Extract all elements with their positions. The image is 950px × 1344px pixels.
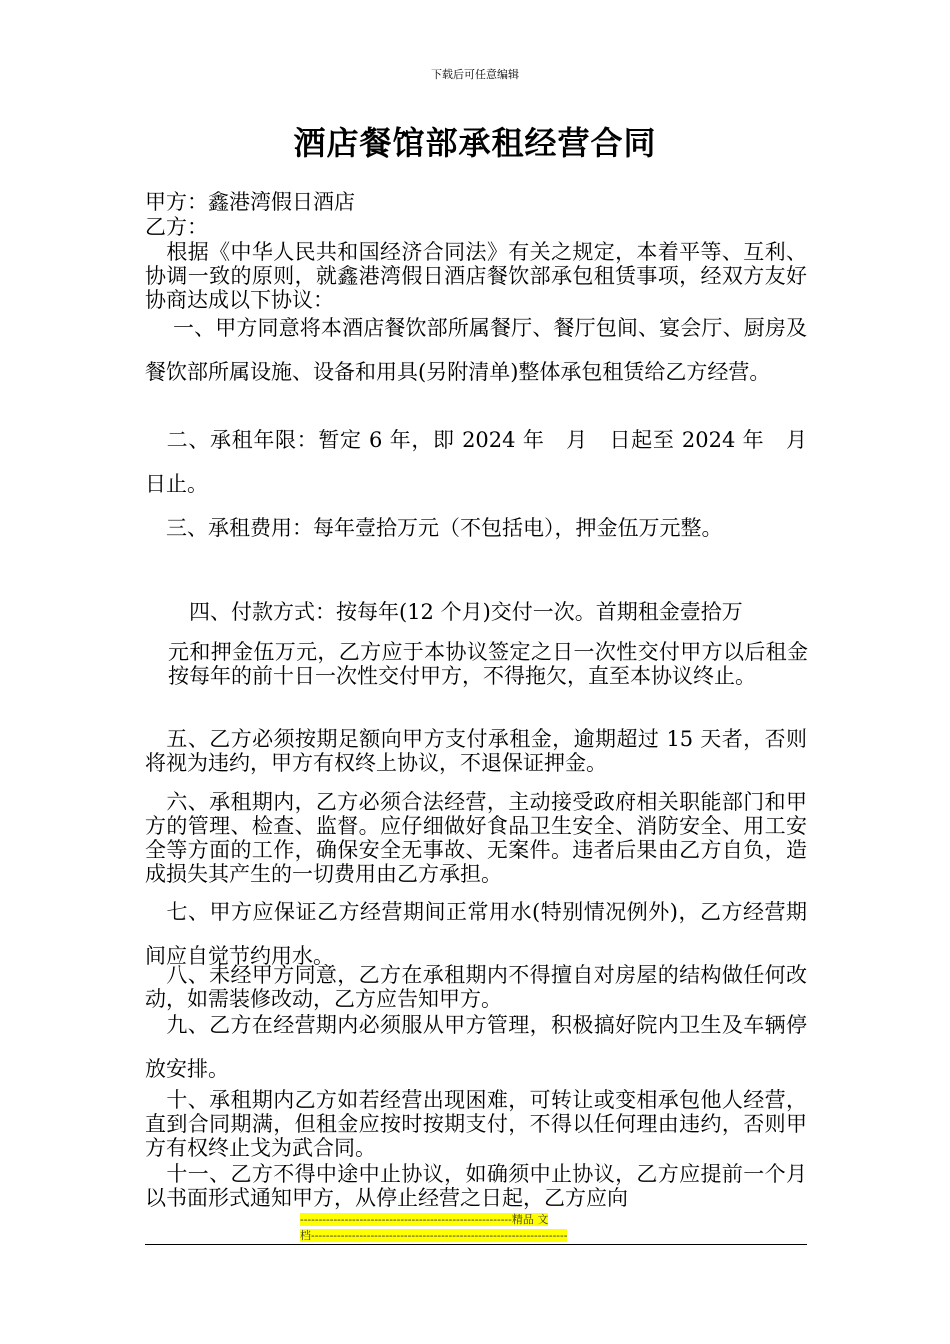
clause-9: 九、乙方在经营期内必须服从甲方管理，积极搞好院内卫生及车辆停放安排。 bbox=[145, 1013, 807, 1081]
clause-5: 五、乙方必须按期足额向甲方支付承租金，逾期超过 15 天者，否则将视为违约，甲方有权终上协议，不退保证押金。 bbox=[145, 727, 807, 775]
clause-11: 十一、乙方不得中途中止协议，如确须中止协议，乙方应提前一个月以书面形式通知甲方，从停止经营之日起，乙方应向 bbox=[145, 1162, 807, 1210]
clause-4-first-line: 四、付款方式：按每年(12 个月)交付一次。首期租金壹拾万 bbox=[168, 600, 743, 624]
intro-paragraph: 根据《中华人民共和国经济合同法》有关之规定，本着平等、互利、协调一致的原则，就鑫港湾假日酒店餐饮部承包租赁事项，经双方友好协商达成以下协议： bbox=[145, 240, 807, 312]
clause-3: 三、承租费用：每年壹拾万元（不包括电），押金伍万元整。 bbox=[145, 516, 723, 540]
clause-7: 七、甲方应保证乙方经营期间正常用水(特别情况例外)，乙方经营期间应自觉节约用水。 bbox=[145, 900, 807, 968]
clause-6: 六、承租期内，乙方必须合法经营，主动接受政府相关职能部门和甲方的管理、检查、监督。应仔细做好食品卫生安全、消防安全、用工安全等方面的工作，确保安全无事故、无案件。违者后果由乙方自负，造成损失其产生的一切费用由乙方承担。 bbox=[145, 790, 807, 886]
footer-text-line-1: ---------------------------------------------------------精品 文 bbox=[300, 1213, 549, 1226]
party-b: 乙方： bbox=[145, 215, 208, 239]
header-note: 下载后可任意编辑 bbox=[431, 68, 519, 81]
footer-divider bbox=[145, 1244, 807, 1245]
party-a: 甲方：鑫港湾假日酒店 bbox=[145, 190, 355, 214]
footer-text-line-2: 档--------------------------------------------------------------------- bbox=[300, 1229, 568, 1242]
document-title: 酒店餐馆部承租经营合同 bbox=[293, 124, 657, 162]
clause-2: 二、承租年限：暂定 6 年，即 2024 年 月 日起至 2024 年 月 日止。 bbox=[145, 428, 828, 496]
clause-1: 一、甲方同意将本酒店餐饮部所属餐厅、餐厅包间、宴会厅、厨房及餐饮部所属设施、设备和用具(另附清单)整体承包租赁给乙方经营。 bbox=[145, 316, 807, 384]
clause-8: 八、未经甲方同意，乙方在承租期内不得擅自对房屋的结构做任何改动，如需装修改动，乙方应告知甲方。 bbox=[145, 963, 807, 1011]
footer-watermark bbox=[300, 1212, 650, 1244]
clause-10: 十、承租期内乙方如若经营出现困难，可转让或变相承包他人经营，直到合同期满，但租金应按时按期支付，不得以任何理由违约，否则甲方有权终止戈为武合同。 bbox=[145, 1088, 807, 1160]
clause-4-body: 元和押金伍万元，乙方应于本协议签定之日一次性交付甲方以后租金按每年的前十日一次性交付甲方，不得拖欠，直至本协议终止。 bbox=[168, 640, 808, 688]
